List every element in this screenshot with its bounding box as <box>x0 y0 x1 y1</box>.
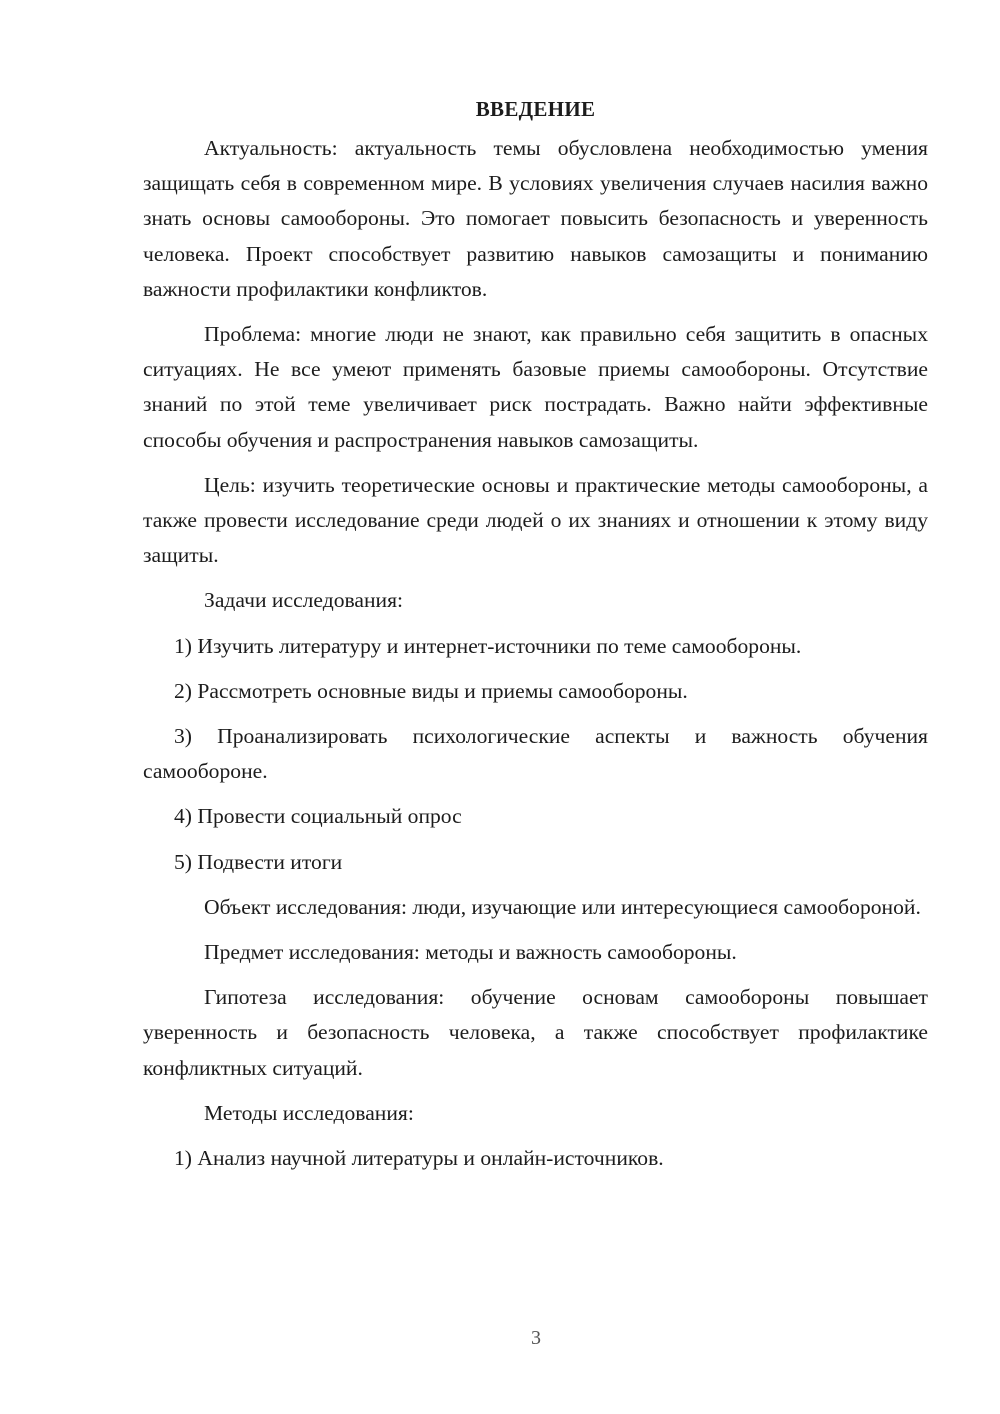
page-title: ВВЕДЕНИЕ <box>475 97 596 121</box>
task-item-5: 5) Подвести итоги <box>174 849 343 874</box>
tasks-heading: Задачи исследования: <box>204 588 404 613</box>
page-number: 3 <box>531 1327 541 1349</box>
task-item-4: 4) Провести социальный опрос <box>174 804 462 829</box>
goal-paragraph: Цель: изучить теоретические основы и практические методы самообороны, а также провести исследование среди людей о их знаниях и отношении к этому виду защиты. <box>143 472 928 568</box>
task-item-2: 2) Рассмотреть основные виды и приемы самообороны. <box>174 678 688 703</box>
hypothesis-paragraph: Гипотеза исследования: обучение основам самообороны повышает уверенность и безопасность человека, а также способствует профилактике конфликтных ситуаций. <box>143 985 928 1080</box>
problem-paragraph: Проблема: многие люди не знают, как правильно себя защитить в опасных ситуациях. Не все умеют применять базовые приемы самообороны. Отсутствие знаний по этой теме увеличивает риск пострадать. Важно найти эффективные способы обучения и распространения навыков самозащиты. <box>143 322 928 452</box>
subject-paragraph: Предмет исследования: методы и важность самообороны. <box>204 940 737 965</box>
relevance-paragraph: Актуальность: актуальность темы обусловлена необходимостью умения защищать себя в современном мире. В условиях увеличения случаев насилия важно знать основы самообороны. Это помогает повысить безопасность и уверенность человека. Проект способствует развитию навыков самозащиты и пониманию важности профилактики конфликтов. <box>143 136 928 301</box>
document-page <box>143 92 928 1186</box>
object-paragraph: Объект исследования: люди, изучающие или интересующиеся самообороной. <box>204 894 921 919</box>
methods-heading: Методы исследования: <box>204 1100 414 1125</box>
task-item-1: 1) Изучить литературу и интернет-источники по теме самообороны. <box>174 633 802 658</box>
task-item-3: 3) Проанализировать психологические аспекты и важность обучения самообороне. <box>143 724 928 784</box>
method-item-1: 1) Анализ научной литературы и онлайн-источников. <box>174 1146 664 1171</box>
